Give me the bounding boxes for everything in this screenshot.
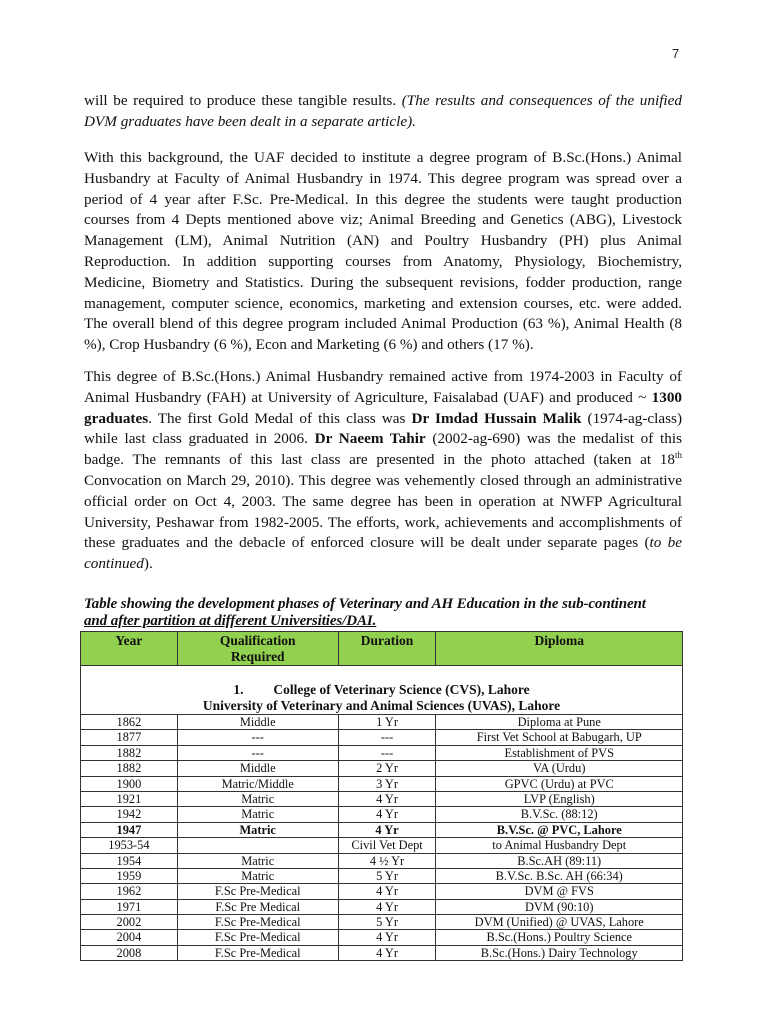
table-row [81,776,683,791]
cell-diploma: B.Sc.(Hons.) Dairy Technology [436,945,683,960]
cell-diploma: to Animal Husbandry Dept [436,838,683,853]
cell-year: 1947 [81,822,178,837]
cell-diploma: Establishment of PVS [436,745,683,760]
cell-duration: 4 Yr [338,945,436,960]
header-qualification-label: Qualification Required [219,633,296,664]
cell-qualification: F.Sc Pre-Medical [177,930,338,945]
cell-qualification: F.Sc Pre Medical [177,899,338,914]
table-row [81,730,683,745]
cell-diploma: B.V.Sc. (88:12) [436,807,683,822]
cell-diploma: B.V.Sc. @ PVC, Lahore [436,822,683,837]
paragraph-intro-continuation [84,91,682,133]
cell-year: 1882 [81,745,178,760]
table-row [81,715,683,730]
cell-qualification: --- [177,745,338,760]
cell-qualification [177,838,338,853]
cell-qualification: Matric [177,791,338,806]
paragraph-text: (1974-ag-class) while last class graduated in 2006. [84,409,682,448]
cell-diploma: DVM @ FVS [436,884,683,899]
cell-qualification: F.Sc Pre-Medical [177,884,338,899]
header-diploma: Diploma [436,632,683,666]
cell-duration: 4 Yr [338,791,436,806]
cell-duration: 4 Yr [338,884,436,899]
table-row [81,822,683,837]
section-line-1: College of Veterinary Science (CVS), Lahore [273,682,530,697]
cell-diploma: LVP (English) [436,791,683,806]
table-row [81,930,683,945]
section-line-2: University of Veterinary and Animal Sciences (UVAS), Lahore [202,698,561,713]
table-row [81,884,683,899]
paragraph-text: will be required to produce these tangible results. [84,92,402,109]
cell-qualification: Matric/Middle [177,776,338,791]
cell-duration: Civil Vet Dept [338,838,436,853]
cell-year: 1921 [81,791,178,806]
cell-duration: 4 ½ Yr [338,853,436,868]
cell-duration: 4 Yr [338,822,436,837]
section-number: 1. [233,682,244,697]
first-gold-medalist: Dr Imdad Hussain Malik [411,409,582,427]
paragraph-text: (2002-ag-690) was the medalist of this badge. The remnants of this last class are presented in the photo attached (taken at 18 [84,430,683,469]
cell-qualification: Matric [177,853,338,868]
cell-duration: 4 Yr [338,930,436,945]
cell-duration: --- [338,745,436,760]
cell-diploma: DVM (90:10) [436,899,683,914]
cell-diploma: Diploma at Pune [436,715,683,730]
table-row [81,761,683,776]
cell-duration: 4 Yr [338,899,436,914]
cell-diploma: B.V.Sc. B.Sc. AH (66:34) [436,868,683,883]
table-row [81,838,683,853]
paragraph-text: This degree of B.Sc.(Hons.) Animal Husbandry remained active from 1974-2003 in Faculty of Animal Husbandry (FAH) at University of Agriculture, Faisalabad (UAF) and produced ~ [84,368,682,406]
cell-diploma: VA (Urdu) [436,761,683,776]
table-row [81,945,683,960]
cell-year: 1900 [81,776,178,791]
table-row [81,807,683,822]
cell-diploma: GPVC (Urdu) at PVC [436,776,683,791]
cell-duration: 4 Yr [338,807,436,822]
cell-year: 1942 [81,807,178,822]
cell-diploma: First Vet School at Babugarh, UP [436,730,683,745]
header-year: Year [81,632,178,666]
cell-duration: 5 Yr [338,868,436,883]
cell-duration: 5 Yr [338,915,436,930]
table-row [81,791,683,806]
cell-duration: 2 Yr [338,761,436,776]
cell-duration: --- [338,730,436,745]
paragraph-text: ). [143,555,153,573]
cell-duration: 1 Yr [338,715,436,730]
cell-diploma: B.Sc.(Hons.) Poultry Science [436,930,683,945]
cell-qualification: Middle [177,761,338,776]
last-medalist: Dr Naeem Tahir [314,430,426,448]
cell-qualification: Matric [177,807,338,822]
cell-duration: 3 Yr [338,776,436,791]
cell-qualification: Matric [177,822,338,837]
paragraph-bsc-program: With this background, the UAF decided to institute a degree program of B.Sc.(Hons.) Animal Husbandry at Faculty of Animal Husbandry in 1974. This degree program was spread over a period of 4 year after F.Sc. Pre-Medical. In this degree the students were taught production courses from 4 Depts mentioned above viz; Animal Breeding and Genetics (ABG), Livestock Management (LM), Animal Nutrition (AN) and Poultry Husbandry (PH) plus Animal Reproduction. In addition supporting courses from Anatomy, Physiology, Biochemistry, Medicine, Biometry and Statistics. During the subsequent revisions, fodder production, range management, computer science, economics, marketing and extension courses, etc. were added. The overall blend of this degree program included Animal Production (63 %), Animal Health (8 %), Crop Husbandry (6 %), Econ and Marketing (6 %) and others (17 %). [84,149,682,354]
cell-year: 2008 [81,945,178,960]
cell-year: 1882 [81,761,178,776]
header-qualification [177,632,338,666]
to-be-continued: to be continued [84,534,682,573]
superscript-th: th [674,450,682,461]
table-row [81,915,683,930]
cell-year: 1877 [81,730,178,745]
graduates-count: 1300 graduates [84,388,682,427]
table-row [81,853,683,868]
cell-diploma: B.Sc.AH (89:11) [436,853,683,868]
section-row [81,666,683,715]
paragraph-text: . The first Gold Medal of this class was [148,409,412,427]
cell-year: 1862 [81,715,178,730]
cell-year: 1959 [81,868,178,883]
page-number: 7 [672,46,680,61]
cell-qualification: F.Sc Pre-Medical [177,915,338,930]
paragraph-text: Convocation on March 29, 2010). This degree was vehemently closed through an administrative official order on Oct 4, 2003. The same degree has been in operation at NWFP Agricultural University, Peshawar from 1982-2005. The efforts, work, achievements and accomplishments of these graduates and the debacle of enforced closure will be dealt under separate pages ( [84,471,682,552]
paragraph-italic-note: (The results and consequences of the unified DVM graduates have been dealt in a separate article). [84,92,682,130]
section-title [81,666,683,715]
header-duration: Duration [338,632,436,666]
cell-diploma: DVM (Unified) @ UVAS, Lahore [436,915,683,930]
cell-year: 2002 [81,915,178,930]
cell-qualification: F.Sc Pre-Medical [177,945,338,960]
cell-year: 2004 [81,930,178,945]
paragraph-degree-history [84,367,682,575]
development-phases-table [80,631,683,961]
cell-qualification: Middle [177,715,338,730]
cell-qualification: Matric [177,868,338,883]
table-row [81,899,683,914]
cell-year: 1962 [81,884,178,899]
table-caption [84,596,684,630]
table-row [81,745,683,760]
cell-year: 1953-54 [81,838,178,853]
cell-qualification: --- [177,730,338,745]
caption-line-2: and after partition at different Universities/DAI. [84,613,377,629]
caption-line-1: Table showing the development phases of Veterinary and AH Education in the sub-continent [84,596,646,612]
cell-year: 1971 [81,899,178,914]
table-header-row [81,632,683,666]
cell-year: 1954 [81,853,178,868]
table-row [81,868,683,883]
